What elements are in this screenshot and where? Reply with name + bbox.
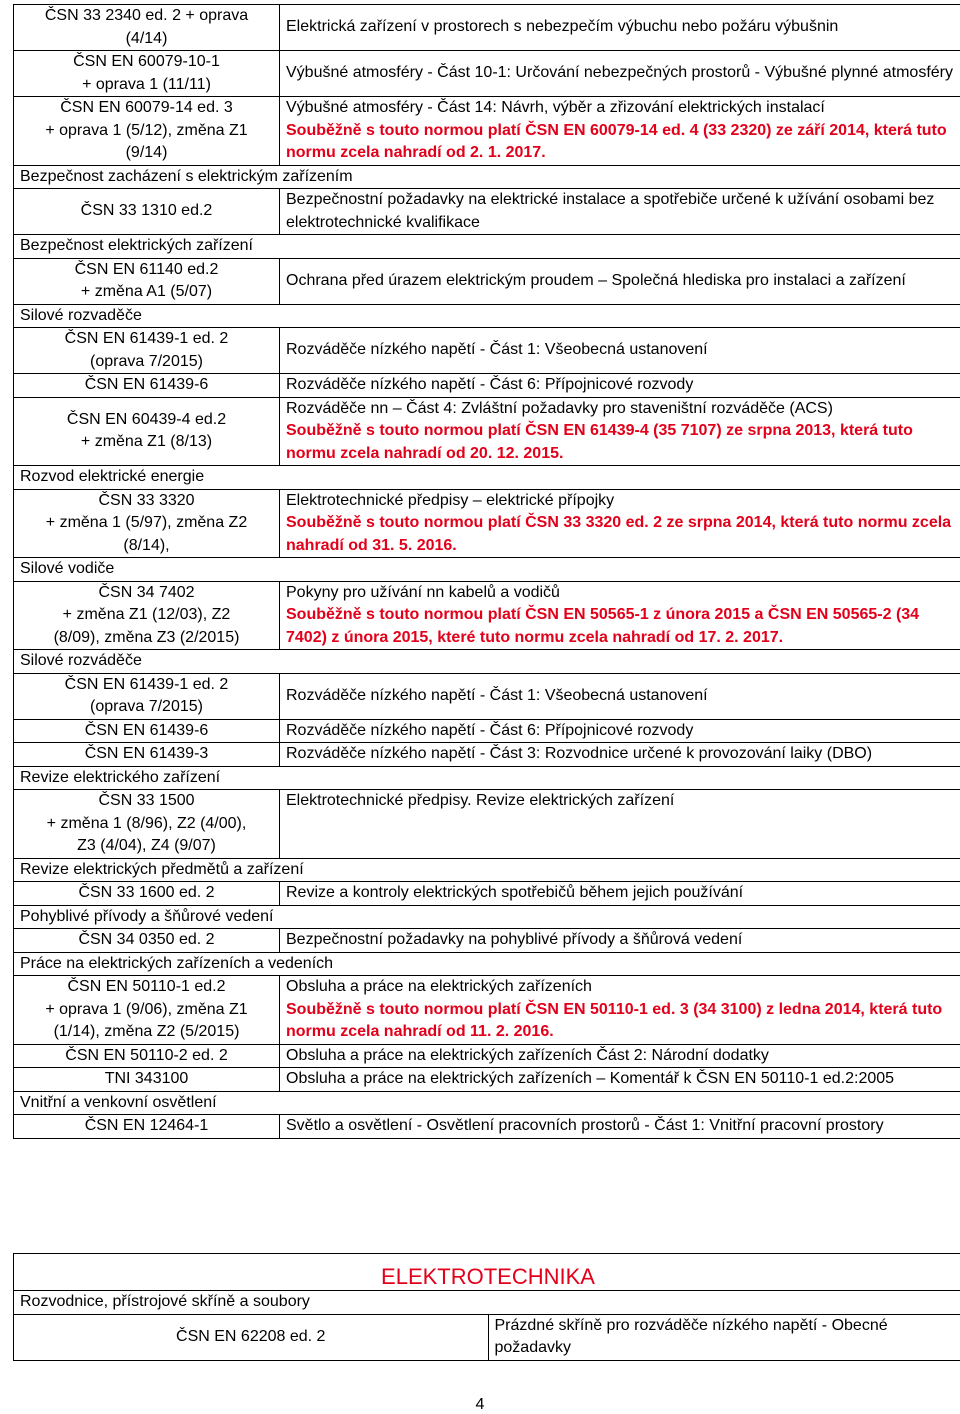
section-row — [14, 1091, 960, 1115]
standard-code — [14, 397, 280, 466]
section-row — [14, 650, 960, 674]
section-heading: Práce na elektrických zařízeních a vedeních — [14, 952, 960, 976]
section-row — [14, 766, 960, 790]
standard-description — [280, 719, 960, 743]
standard-description — [280, 1044, 960, 1068]
section-heading: Rozvodnice, přístrojové skříně a soubory — [14, 1291, 960, 1315]
standard-code — [14, 581, 280, 650]
standard-row — [14, 1068, 960, 1092]
standard-description — [280, 976, 960, 1045]
standard-description — [280, 97, 960, 166]
description-text: Výbušné atmosféry - Část 14: Návrh, výběr a zřizování elektrických instalací — [286, 97, 956, 120]
standard-code — [14, 790, 280, 859]
standard-row — [14, 1044, 960, 1068]
standard-code — [14, 374, 280, 398]
standard-code-line: ČSN EN 12464-1 — [20, 1115, 273, 1138]
standard-code — [14, 1044, 280, 1068]
standard-code: ČSN EN 62208 ed. 2 — [14, 1314, 489, 1360]
section-row — [14, 952, 960, 976]
standard-code-line: ČSN 33 1500 — [20, 790, 273, 813]
standard-description — [280, 189, 960, 235]
standard-code-line: + změna 1 (5/97), změna Z2 — [20, 512, 273, 535]
standard-row — [14, 189, 960, 235]
standard-code — [14, 719, 280, 743]
description-text: Výbušné atmosféry - Část 10-1: Určování nebezpečných prostorů - Výbušné plynné atmosféry — [286, 62, 956, 85]
standard-code-line: TNI 343100 — [20, 1068, 273, 1091]
standards-table — [13, 4, 960, 1139]
standard-row — [14, 397, 960, 466]
standard-code-line: ČSN 33 1600 ed. 2 — [20, 882, 273, 905]
standard-row — [14, 673, 960, 719]
section-heading: Vnitřní a venkovní osvětlení — [14, 1091, 960, 1115]
section-heading: Pohyblivé přívody a šňůrové vedení — [14, 905, 960, 929]
standard-code — [14, 97, 280, 166]
standard-row — [14, 1314, 960, 1360]
standard-description — [280, 5, 960, 51]
standard-description — [280, 581, 960, 650]
standard-description — [280, 929, 960, 953]
standard-description — [280, 328, 960, 374]
standard-row — [14, 489, 960, 558]
standard-row — [14, 790, 960, 859]
description-text: Obsluha a práce na elektrických zařízeních — [286, 976, 956, 999]
standard-code-line: ČSN EN 61439-6 — [20, 720, 273, 743]
standard-row — [14, 5, 960, 51]
section-heading: Revize elektrického zařízení — [14, 766, 960, 790]
standard-code-line: (oprava 7/2015) — [20, 351, 273, 374]
standard-code-line: + oprava 1 (9/06), změna Z1 — [20, 999, 273, 1022]
standard-code-line: (8/14), — [20, 535, 273, 558]
standard-description — [280, 1068, 960, 1092]
section-heading: Bezpečnost zacházení s elektrickým zařízením — [14, 165, 960, 189]
standard-row — [14, 51, 960, 97]
electrotechnika-heading: ELEKTROTECHNIKA — [14, 1254, 960, 1291]
standard-row — [14, 258, 960, 304]
section-row — [14, 858, 960, 882]
standard-description — [280, 882, 960, 906]
standard-row — [14, 374, 960, 398]
standard-code-line: + změna Z1 (12/03), Z2 — [20, 604, 273, 627]
standard-code-line: + oprava 1 (5/12), změna Z1 — [20, 120, 273, 143]
electrotechnika-table — [13, 1253, 960, 1361]
standard-code — [14, 51, 280, 97]
standard-code — [14, 929, 280, 953]
description-text: Obsluha a práce na elektrických zařízeních Část 2: Národní dodatky — [286, 1045, 956, 1068]
standard-code-line: ČSN EN 61439-6 — [20, 374, 273, 397]
parallel-validity-note: Souběžně s touto normou platí ČSN EN 61439-4 (35 7107) ze srpna 2013, která tuto normu zcela nahradí od 20. 12. 2015. — [286, 420, 956, 465]
section-heading: Revize elektrických předmětů a zařízení — [14, 858, 960, 882]
standard-code — [14, 489, 280, 558]
description-text: Elektrotechnické předpisy. Revize elektrických zařízení — [286, 790, 956, 813]
parallel-validity-note: Souběžně s touto normou platí ČSN EN 50565-1 z února 2015 a ČSN EN 50565-2 (34 7402) z února 2015, které tuto normu zcela nahradí od 17. 2. 2017. — [286, 604, 956, 649]
standard-row — [14, 719, 960, 743]
standard-code — [14, 1115, 280, 1139]
section-heading: Bezpečnost elektrických zařízení — [14, 235, 960, 259]
section-row — [14, 466, 960, 490]
standard-code-line: Z3 (4/04), Z4 (9/07) — [20, 835, 273, 858]
standard-code-line: ČSN 34 7402 — [20, 582, 273, 605]
description-text: Rozváděče nn – Část 4: Zvláštní požadavky pro staveništní rozváděče (ACS) — [286, 398, 956, 421]
description-text: Bezpečnostní požadavky na elektrické instalace a spotřebiče určené k užívání osobami bez elektrotechnické kvalifikace — [286, 189, 956, 234]
standard-code-line: + změna A1 (5/07) — [20, 281, 273, 304]
description-text: Ochrana před úrazem elektrickým proudem – Společná hlediska pro instalaci a zařízení — [286, 270, 956, 293]
page-number: 4 — [0, 1396, 960, 1414]
section-heading: Silové rozváděče — [14, 650, 960, 674]
section-row — [14, 304, 960, 328]
standard-code-line: + změna Z1 (8/13) — [20, 431, 273, 454]
standard-code-line: ČSN EN 60079-14 ed. 3 — [20, 97, 273, 120]
description-text: Obsluha a práce na elektrických zařízeních – Komentář k ČSN EN 50110-1 ed.2:2005 — [286, 1068, 956, 1091]
standard-code-line: ČSN 33 2340 ed. 2 + oprava — [20, 5, 273, 28]
section-row — [14, 1291, 960, 1315]
standard-description — [280, 51, 960, 97]
description-text: Revize a kontroly elektrických spotřebičů během jejich používání — [286, 882, 956, 905]
standard-row — [14, 97, 960, 166]
standard-code — [14, 1068, 280, 1092]
standard-description: Prázdné skříně pro rozváděče nízkého napětí - Obecné požadavky — [488, 1314, 960, 1360]
standard-code-line: (9/14) — [20, 142, 273, 165]
section-heading: Silové rozvaděče — [14, 304, 960, 328]
standard-row — [14, 581, 960, 650]
standard-code — [14, 258, 280, 304]
standard-code-line: ČSN EN 60439-4 ed.2 — [20, 409, 273, 432]
standard-code-line: (1/14), změna Z2 (5/2015) — [20, 1021, 273, 1044]
description-text: Rozváděče nízkého napětí - Část 6: Přípojnicové rozvody — [286, 374, 956, 397]
standard-description — [280, 743, 960, 767]
electrotechnika-heading-row — [14, 1254, 960, 1291]
standard-code-line: ČSN EN 61140 ed.2 — [20, 259, 273, 282]
section-row — [14, 558, 960, 582]
standard-code-line: (oprava 7/2015) — [20, 696, 273, 719]
standard-description — [280, 489, 960, 558]
description-text: Světlo a osvětlení - Osvětlení pracovních prostorů - Část 1: Vnitřní pracovní prostory — [286, 1115, 956, 1138]
description-text: Rozváděče nízkého napětí - Část 1: Všeobecná ustanovení — [286, 339, 956, 362]
standard-description — [280, 374, 960, 398]
standard-description — [280, 258, 960, 304]
standard-code-line: ČSN EN 61439-1 ed. 2 — [20, 328, 273, 351]
standard-code-line: (4/14) — [20, 28, 273, 51]
standard-code — [14, 882, 280, 906]
standard-description — [280, 397, 960, 466]
standard-code — [14, 328, 280, 374]
standard-description — [280, 790, 960, 859]
description-text: Elektrotechnické předpisy – elektrické přípojky — [286, 490, 956, 513]
standard-row — [14, 743, 960, 767]
section-row — [14, 165, 960, 189]
section-row — [14, 235, 960, 259]
description-text: Rozváděče nízkého napětí - Část 6: Přípojnicové rozvody — [286, 720, 956, 743]
standard-row — [14, 976, 960, 1045]
standard-code-line: ČSN EN 50110-1 ed.2 — [20, 976, 273, 999]
standards-table-body — [14, 5, 960, 1139]
standard-description — [280, 1115, 960, 1139]
description-text: Pokyny pro užívání nn kabelů a vodičů — [286, 582, 956, 605]
standard-code — [14, 743, 280, 767]
standard-code-line: ČSN EN 61439-3 — [20, 743, 273, 766]
standard-description — [280, 673, 960, 719]
standard-code-line: ČSN EN 60079-10-1 — [20, 51, 273, 74]
standard-code — [14, 5, 280, 51]
standard-code-line: + změna 1 (8/96), Z2 (4/00), — [20, 813, 273, 836]
standard-row — [14, 882, 960, 906]
description-text: Rozváděče nízkého napětí - Část 1: Všeobecná ustanovení — [286, 685, 956, 708]
standard-code-line: ČSN 34 0350 ed. 2 — [20, 929, 273, 952]
standard-code-line: ČSN EN 61439-1 ed. 2 — [20, 674, 273, 697]
standard-row — [14, 1115, 960, 1139]
description-text: Bezpečnostní požadavky na pohyblivé přívody a šňůrová vedení — [286, 929, 956, 952]
parallel-validity-note: Souběžně s touto normou platí ČSN 33 3320 ed. 2 ze srpna 2014, která tuto normu zcela nahradí od 31. 5. 2016. — [286, 512, 956, 557]
standard-code-line: ČSN EN 50110-2 ed. 2 — [20, 1045, 273, 1068]
description-text: Rozváděče nízkého napětí - Část 3: Rozvodnice určené k provozování laiky (DBO) — [286, 743, 956, 766]
section-row — [14, 905, 960, 929]
section-heading: Silové vodiče — [14, 558, 960, 582]
standard-code-line: + oprava 1 (11/11) — [20, 74, 273, 97]
standard-code-line: ČSN 33 3320 — [20, 490, 273, 513]
parallel-validity-note: Souběžně s touto normou platí ČSN EN 60079-14 ed. 4 (33 2320) ze září 2014, která tuto normu zcela nahradí od 2. 1. 2017. — [286, 120, 956, 165]
standard-code-line: (8/09), změna Z3 (2/2015) — [20, 627, 273, 650]
description-text: Elektrická zařízení v prostorech s nebezpečím výbuchu nebo požáru výbušnin — [286, 16, 956, 39]
standard-code — [14, 673, 280, 719]
standard-code-line: ČSN 33 1310 ed.2 — [20, 200, 273, 223]
parallel-validity-note: Souběžně s touto normou platí ČSN EN 50110-1 ed. 3 (34 3100) z ledna 2014, která tuto normu zcela nahradí od 11. 2. 2016. — [286, 999, 956, 1044]
standard-code — [14, 976, 280, 1045]
standard-row — [14, 328, 960, 374]
standard-code — [14, 189, 280, 235]
section-heading: Rozvod elektrické energie — [14, 466, 960, 490]
standard-row — [14, 929, 960, 953]
